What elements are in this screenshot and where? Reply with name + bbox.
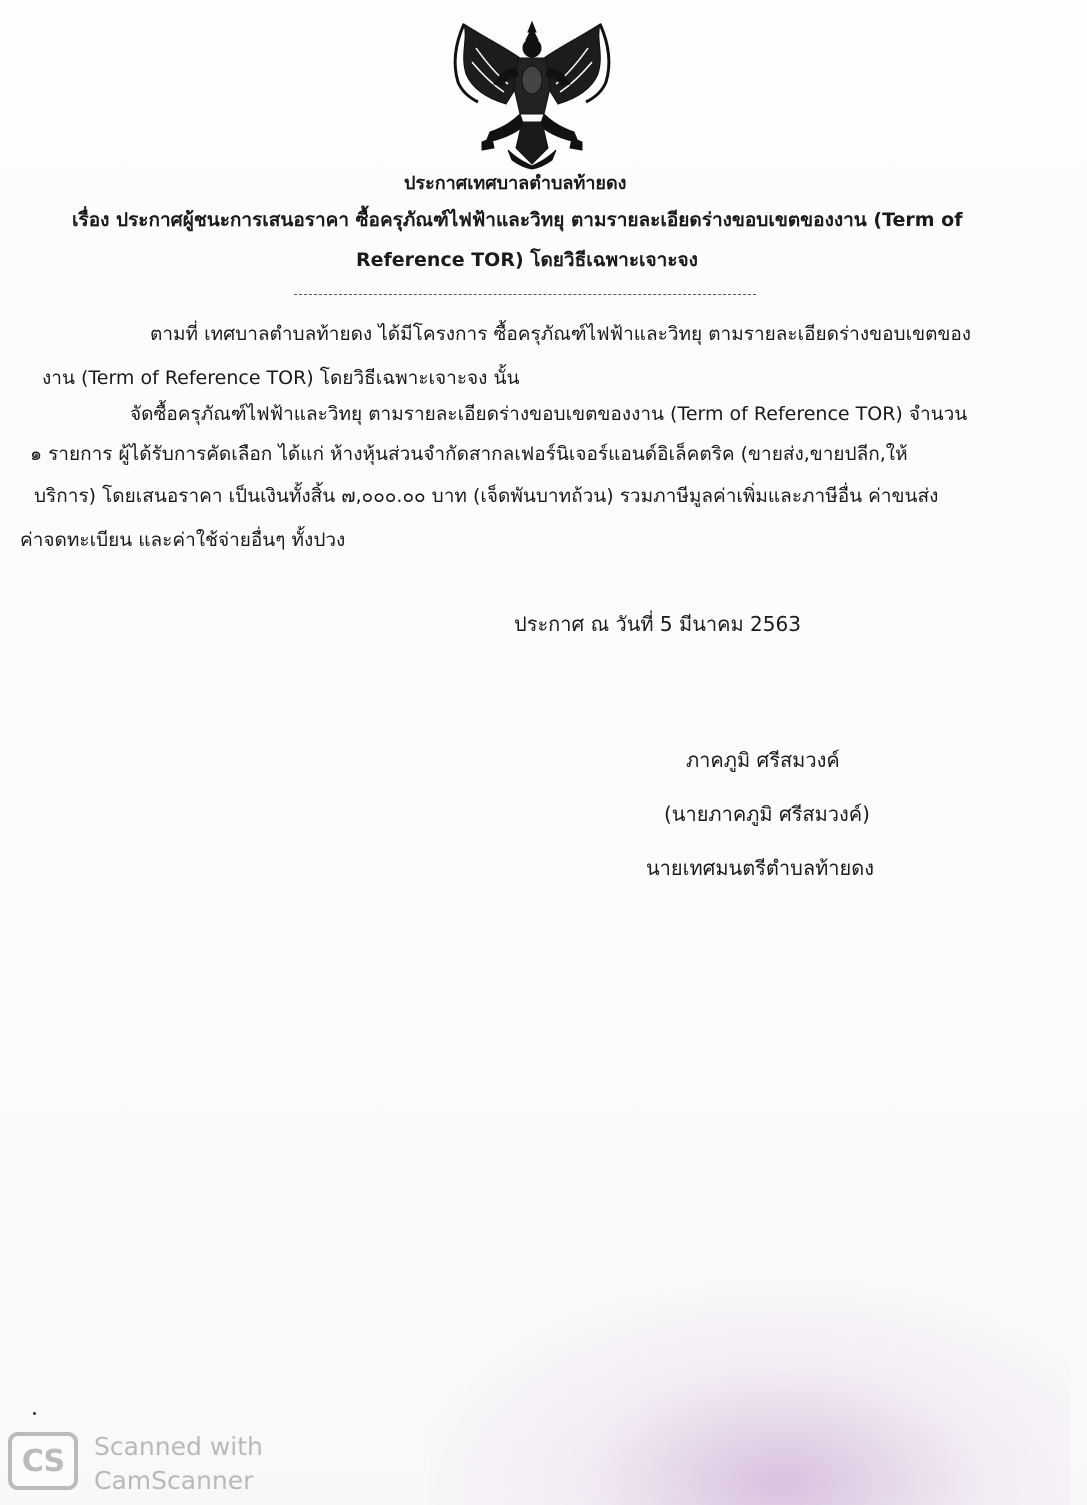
garuda-emblem-icon — [446, 18, 618, 170]
paragraph-2-line-1: จัดซื้อครุภัณฑ์ไฟฟ้าและวิทยุ ตามรายละเอียดร่างขอบเขตของงาน (Term of Reference TOR) จำนวน — [130, 403, 968, 425]
watermark-line-2: CamScanner — [94, 1466, 254, 1495]
signatory-position: นายเทศมนตรีตำบลท้ายดง — [646, 856, 874, 880]
organization-name: ประกาศเทศบาลตำบลท้ายดง — [404, 173, 627, 194]
announcement-date: ประกาศ ณ วันที่ 5 มีนาคม 2563 — [514, 612, 801, 636]
scan-speck — [33, 1412, 36, 1415]
paragraph-2-line-2: ๑ รายการ ผู้ได้รับการคัดเลือก ได้แก่ ห้างหุ้นส่วนจำกัดสากลเฟอร์นิเจอร์แอนด์อิเล็คตริค (ขายส่ง,ขายปลีก,ให้ — [30, 443, 908, 465]
subject-line-2: Reference TOR) โดยวิธีเฉพาะเจาะจง — [356, 249, 698, 271]
subject-line-1: เรื่อง ประกาศผู้ชนะการเสนอราคา ซื้อครุภัณฑ์ไฟฟ้าและวิทยุ ตามรายละเอียดร่างขอบเขตของงาน (Term of — [72, 209, 963, 231]
watermark-line-1: Scanned with — [94, 1432, 263, 1461]
scan-tint — [430, 1280, 1070, 1505]
camscanner-logo-icon: CS — [8, 1432, 78, 1490]
paragraph-1-line-1: ตามที่ เทศบาลตำบลท้ายดง ได้มีโครงการ ซื้อครุภัณฑ์ไฟฟ้าและวิทยุ ตามรายละเอียดร่างขอบเขตของ — [150, 323, 972, 345]
signatory-full-name: (นายภาคภูมิ ศรีสมวงค์) — [664, 802, 870, 826]
paragraph-2-line-4: ค่าจดทะเบียน และค่าใช้จ่ายอื่นๆ ทั้งปวง — [20, 529, 346, 551]
paragraph-2-line-3: บริการ) โดยเสนอราคา เป็นเงินทั้งสิ้น ๗,๐๐๐.๐๐ บาท (เจ็ดพันบาทถ้วน) รวมภาษีมูลค่าเพิ่มและภาษีอื่น ค่าขนส่ง — [34, 485, 939, 507]
header-divider — [294, 294, 756, 295]
signature-name: ภาคภูมิ ศรีสมวงค์ — [686, 748, 840, 772]
paragraph-1-line-2: งาน (Term of Reference TOR) โดยวิธีเฉพาะเจาะจง นั้น — [42, 367, 520, 389]
